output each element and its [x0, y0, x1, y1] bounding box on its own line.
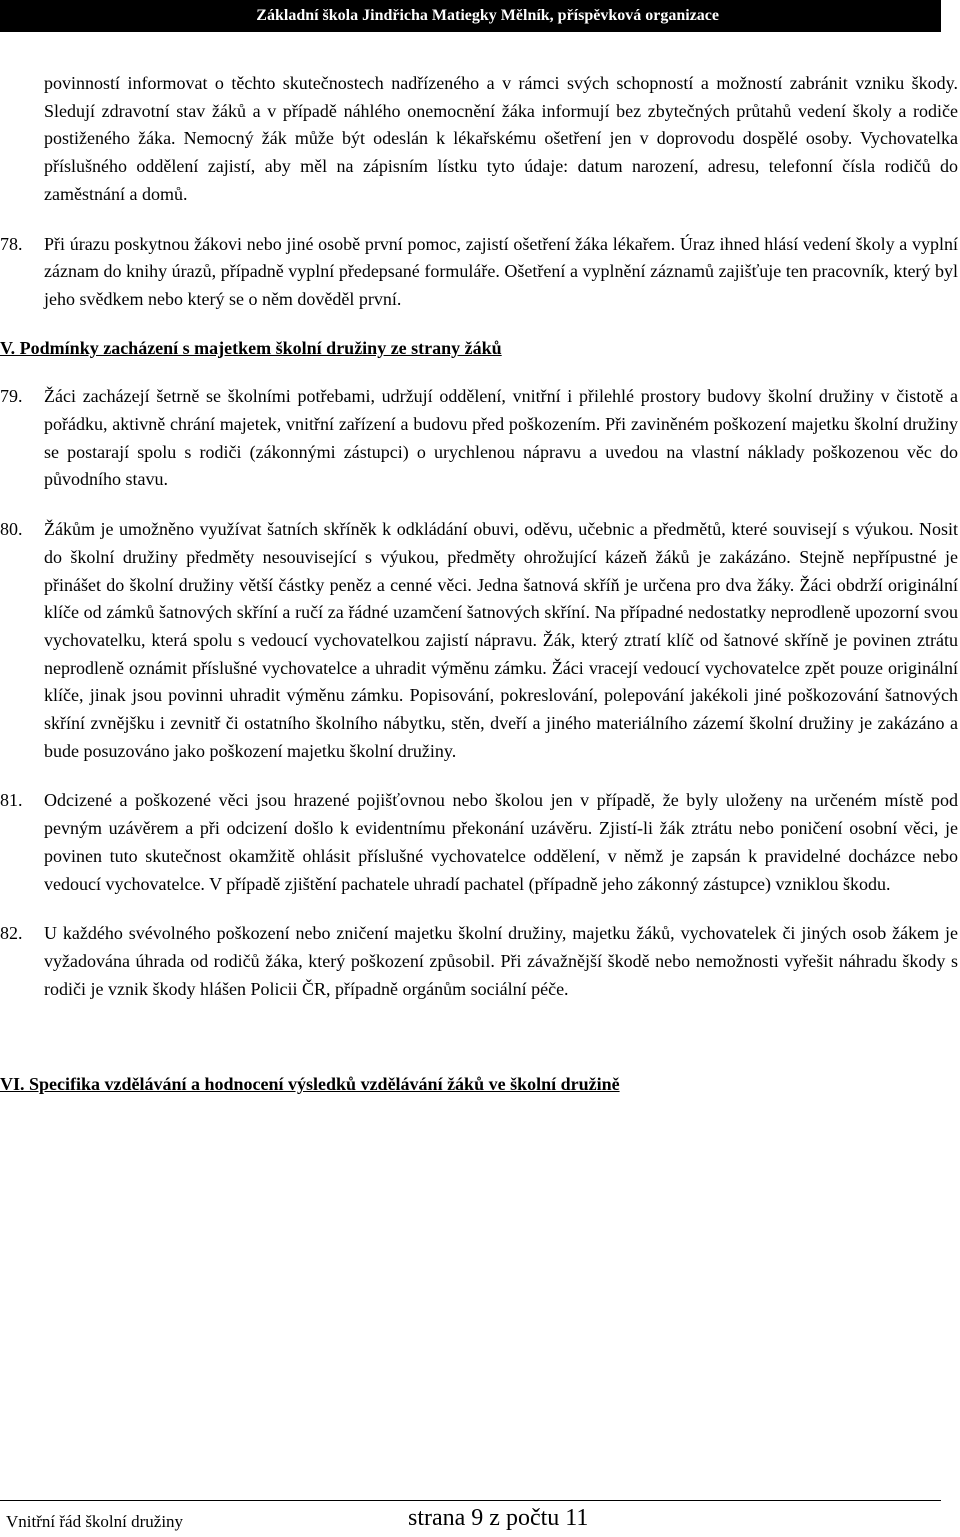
footer-page-number: strana 9 z počtu 11 — [408, 1505, 589, 1531]
section-heading-v: V. Podmínky zacházení s majetkem školní družiny ze strany žáků — [0, 337, 502, 358]
item-number: 81. — [0, 790, 23, 811]
item-number: 82. — [0, 923, 23, 944]
list-item-82 — [0, 920, 958, 1003]
list-item-79 — [0, 383, 958, 494]
item-text: U každého svévolného poškození nebo zničení majetku školní družiny, majetku žáků, vychovatelek či jiných osob žákem je vyžadována úhrada od rodičů žáka, který poškození způsobil. Při závažnější škodě nebo nemožnosti vyřešit náhradu škody s rodiči je vznik škody hlášen Policii ČR, případně orgánům sociální péče. — [44, 923, 958, 999]
item-number: 78. — [0, 233, 23, 254]
list-item-80 — [0, 516, 958, 765]
item-text: Při úrazu poskytnou žákovi nebo jiné osobě první pomoc, zajistí ošetření žáka lékařem. Úraz ihned hlásí vedení školy a vyplní záznam do knihy úrazů, případně vyplní předepsané formuláře. Ošetření a vyplnění záznamů zajišťuje ten pracovník, který byl jeho svědkem nebo který se o něm dověděl první. — [44, 233, 958, 309]
item-text: Žákům je umožněno využívat šatních skříněk k odkládání obuvi, oděvu, učebnic a předmětů, které souvisejí s výukou. Nosit do školní družiny předměty nesouvisející s výukou, předměty ohrožující kázeň žáků je zakázáno. Stejně nepřípustné je přinášet do školní družiny větší částky peněz a cenné věci. Jedna šatnová skříň je určena pro dva žáky. Žáci obdrží originální klíče od zámků šatnových skříní a ručí za řádné uzamčení šatnových skříní. Na případné nedostatky neprodleně upozorní svou vychovatelku, která spolu s vedoucí vychovatelkou zajistí nápravu. Žák, který ztratí klíč od šatnové skříně je povinen ztrátu neprodleně oznámit příslušné vychovatelce a uhradit výměnu zámku. Žáci vracejí vedoucí vychovatelce zpět pouze originální klíče, jinak jsou povinni uhradit výměnu zámku. Popisování, pokreslování, polepování jakékoli jiné poškozování šatnových skříní zvnějšku i zevnitř či ostatního školního nábytku, stěn, dveří a jiného materiálního zázemí školní družiny je zakázáno a bude posuzováno jako poškození majetku školní družiny. — [44, 519, 958, 761]
page-footer — [0, 1502, 941, 1536]
item-text: Žáci zacházejí šetrně se školními potřebami, udržují oddělení, vnitřní i přilehlé prostory budovy školní družiny v čistotě a pořádku, aktivně chrání majetek, vnitřní zařízení a budovu před poškozením. Při zaviněném poškození majetku školní družiny se postarají spolu s rodiči (zákonnými zástupci) o urychlenou nápravu a uvedou na vlastní náklady poškozenou věc do původního stavu. — [44, 386, 958, 490]
section-heading-vi: VI. Specifika vzdělávání a hodnocení výsledků vzdělávání žáků ve školní družině — [0, 1074, 620, 1095]
intro-paragraph: povinností informovat o těchto skutečnostech nadřízeného a v rámci svých schopností a možností zabránit vzniku škody. Sledují zdravotní stav žáků a v případě náhlého onemocnění žáka informují bez zbytečných průtahů vedení školy a rodiče postiženého žáka. Nemocný žák může být odeslán k lékařskému ošetření jen v doprovodu dospělé osoby. Vychovatelka příslušného oddělení zajistí, aby měl na zápisním lístku tyto údaje: datum narození, adresu, telefonní čísla rodičů do zaměstnání a domů. — [44, 73, 958, 204]
list-item-78 — [0, 231, 958, 314]
item-number: 79. — [0, 386, 23, 407]
footer-document-title: Vnitřní řád školní družiny — [6, 1512, 184, 1531]
footer-divider — [0, 1500, 941, 1501]
page-header — [0, 0, 941, 32]
item-number: 80. — [0, 519, 23, 540]
document-body — [0, 70, 958, 1099]
list-item-81 — [0, 787, 958, 898]
header-title: Základní škola Jindřicha Matiegky Mělník, příspěvková organizace — [256, 7, 719, 24]
item-text: Odcizené a poškozené věci jsou hrazené pojišťovnou nebo školou jen v případě, že byly uloženy na určeném místě pod pevným uzávěrem a při odcizení došlo k evidentnímu překonání uzávěru. Zjistí-li žák ztrátu nebo poničení osobní věci, je povinen tuto skutečnost okamžitě ohlásit příslušné vychovatelce oddělení, v němž je zapsán k pravidelné docházce nebo vedoucí vychovatelce. V případě zjištění pachatele uhradí pachatel (případně jeho zákonný zástupce) vzniklou škodu. — [44, 790, 958, 894]
